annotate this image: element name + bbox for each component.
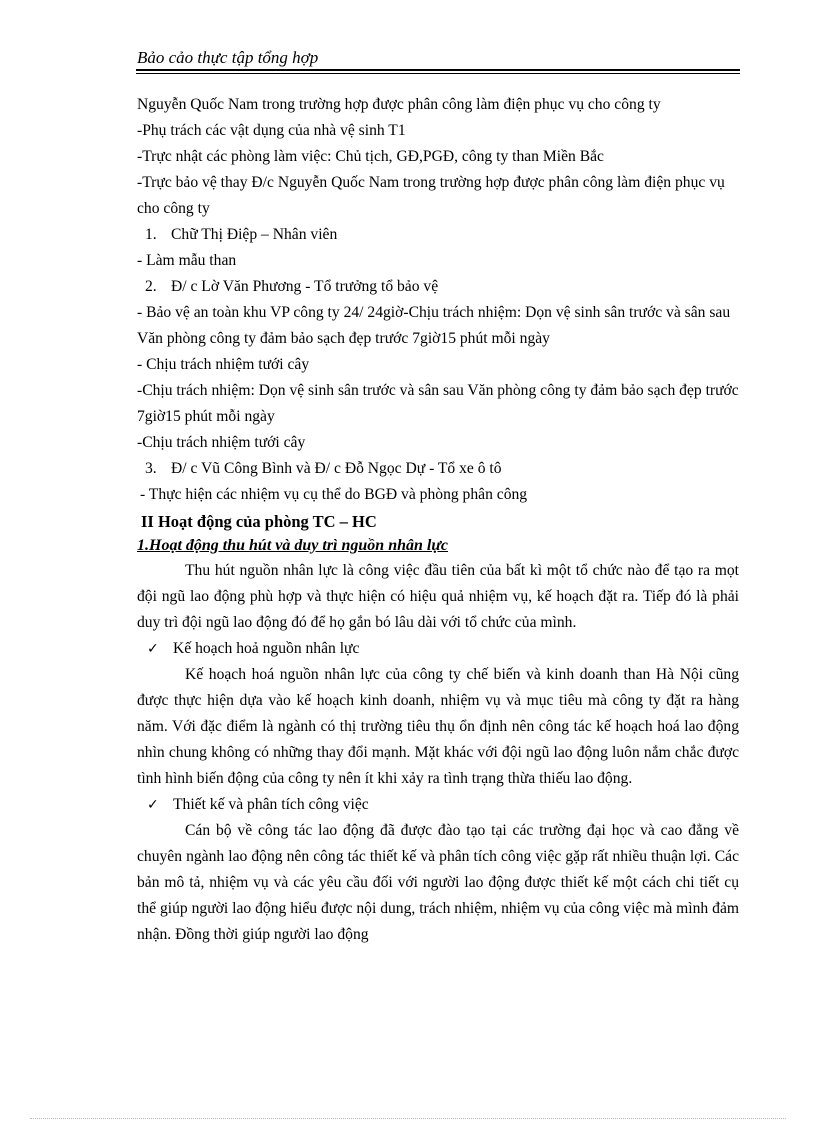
header-rule-thick xyxy=(136,69,740,71)
document-body xyxy=(137,92,739,948)
item-text: Đ/ c Vũ Công Bình và Đ/ c Đỗ Ngọc Dự - Tổ xe ô tô xyxy=(171,460,502,477)
check-item xyxy=(137,636,739,662)
numbered-item xyxy=(137,222,739,248)
paragraph: -Chịu trách nhiệm tưới cây xyxy=(137,434,306,451)
item-text: Chữ Thị Điệp – Nhân viên xyxy=(171,226,338,243)
item-number: 3. xyxy=(145,460,157,477)
intro-paragraph: Thu hút nguồn nhân lực là công việc đầu tiên của bất kì một tổ chức nào để tạo ra mọt đội ngũ lao động phù hợp và thực hiện có hiệu quả nhiệm vụ, kế hoạch đặt ra. Tiếp đó là phải duy trì đội ngũ lao động đó để họ gắn bó lâu dài với tổ chức của mình. xyxy=(137,562,739,631)
subsection-heading: 1.Hoạt động thu hút và duy trì nguồn nhân lực xyxy=(137,537,449,554)
body-paragraph: Cán bộ về công tác lao động đã được đào tạo tại các trường đại học và cao đẳng về chuyên ngành lao động nên công tác thiết kế và phân tích công việc gặp rất nhiều thuận lợi. Các bản mô tả, nhiệm vụ và các yêu cầu đối với người lao động được thiết kế một cách chi tiết cụ thể giúp người lao động hiểu được nội dung, trách nhiệm, nhiệm vụ của công việc mà mình đảm nhận. Đồng thời giúp người lao động xyxy=(137,822,739,943)
check-item-title: Thiết kế và phân tích công việc xyxy=(173,796,369,813)
checkmark-icon: ✓ xyxy=(147,797,159,813)
item-number: 2. xyxy=(145,278,157,295)
paragraph: -Phụ trách các vật dụng của nhà vệ sinh T1 xyxy=(137,122,406,139)
check-item-title: Kế hoạch hoả nguồn nhân lực xyxy=(173,640,360,657)
body-paragraph: Kế hoạch hoá nguồn nhân lực của công ty chế biến và kinh doanh than Hà Nội cũng được thực hiện dựa vào kế hoạch kinh doanh, nhiệm vụ và mục tiêu mà công ty đặt ra hàng năm. Với đặc điểm là ngành có thị trường tiêu thụ ổn định nên công tác kế hoạch hoá lao động nhìn chung không có những thay đổi mạnh. Mặt khác với đội ngũ lao động luôn nắm chắc được tình hình biến động của công ty nên ít khi xảy ra tình trạng thừa thiếu lao động. xyxy=(137,666,739,787)
paragraph: Nguyễn Quốc Nam trong trường hợp được phân công làm điện phục vụ cho công ty xyxy=(137,96,661,113)
check-item xyxy=(137,792,739,818)
header-rule-thin xyxy=(136,73,740,74)
paragraph: -Trực bảo vệ thay Đ/c Nguyễn Quốc Nam trong trường hợp được phân công làm điện phục vụ cho công ty xyxy=(137,174,725,217)
item-number: 1. xyxy=(145,226,157,243)
page-header-title: Bảo cảo thực tập tổng hợp xyxy=(137,48,319,67)
paragraph: -Chịu trách nhiệm: Dọn vệ sinh sân trước và sân sau Văn phòng công ty đảm bảo sạch đẹp trước 7giờ15 phút mỗi ngày xyxy=(137,382,739,425)
paragraph: - Làm mẫu than xyxy=(137,252,237,269)
item-text: Đ/ c Lờ Văn Phương - Tổ trưởng tổ bảo vệ xyxy=(171,278,439,295)
page-bottom-border xyxy=(30,1118,786,1119)
paragraph: - Thực hiện các nhiệm vụ cụ thể do BGĐ và phòng phân công xyxy=(140,486,528,503)
section-heading: II Hoạt động của phòng TC – HC xyxy=(141,512,377,531)
paragraph: -Trực nhật các phòng làm việc: Chủ tịch, GĐ,PGĐ, công ty than Miền Bắc xyxy=(137,148,604,165)
checkmark-icon: ✓ xyxy=(147,641,159,657)
paragraph: - Bảo vệ an toàn khu VP công ty 24/ 24giờ-Chịu trách nhiệm: Dọn vệ sinh sân trước và sân sau Văn phòng công ty đảm bảo sạch đẹp trước 7giờ15 phút mỗi ngày xyxy=(137,304,731,347)
numbered-item xyxy=(137,274,739,300)
numbered-item xyxy=(137,456,739,482)
paragraph: - Chịu trách nhiệm tưới cây xyxy=(137,356,310,373)
